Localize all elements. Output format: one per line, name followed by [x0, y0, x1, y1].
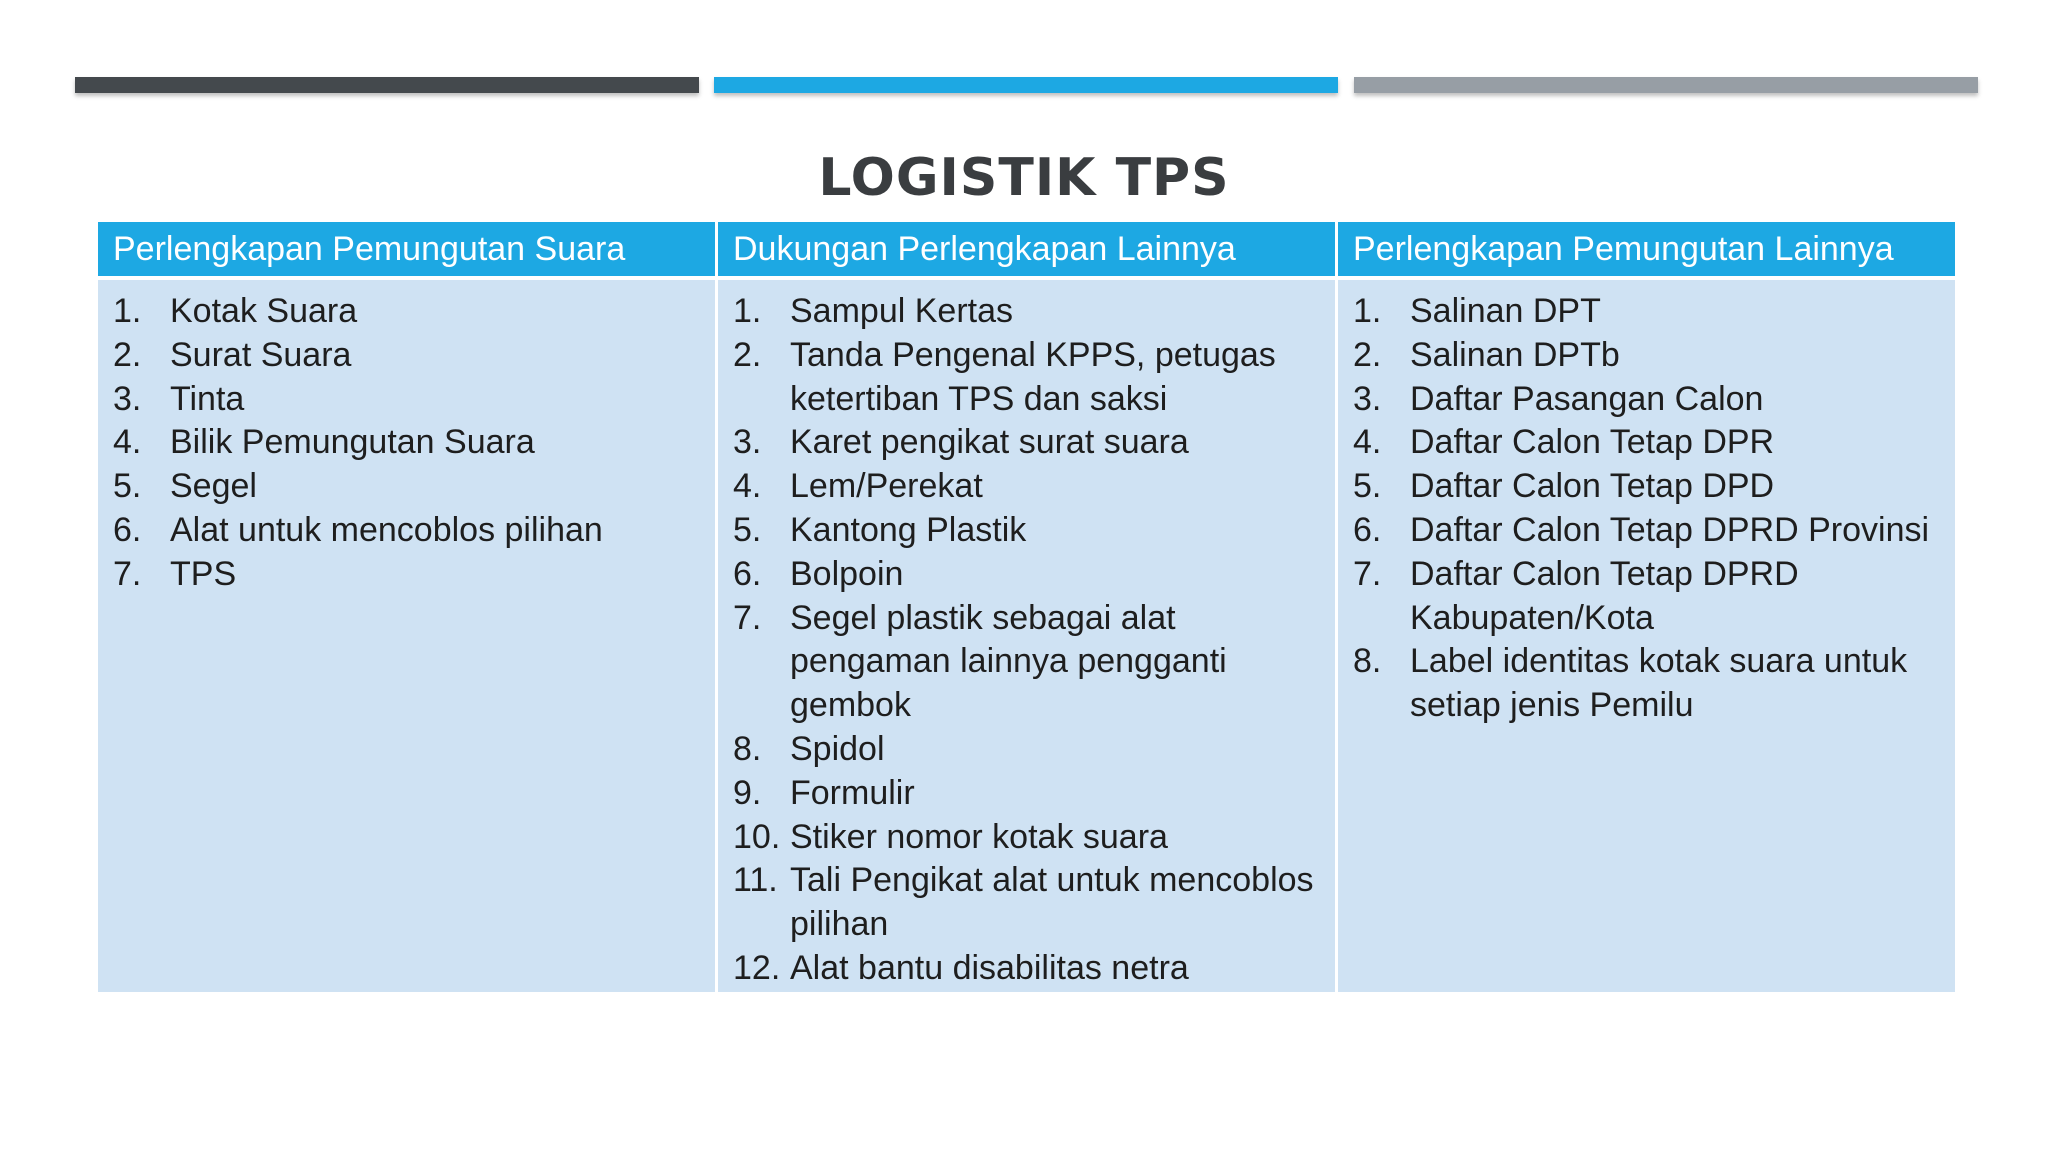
list-item-text: Spidol: [790, 729, 885, 768]
list-item-text: Label identitas kotak suara untuk setiap jenis Pemilu: [1410, 642, 1908, 725]
list-item-text: Bolpoin: [790, 554, 904, 593]
list-item-text: Tinta: [170, 379, 245, 418]
list-item: [113, 378, 703, 422]
list-item-text: Salinan DPT: [1410, 292, 1601, 330]
list-item: [113, 334, 703, 378]
list-item: [1353, 553, 1943, 641]
list-item-number: 1.: [113, 292, 142, 330]
list-item-number: 2.: [113, 335, 142, 374]
column-pemungutan-suara: [98, 222, 715, 992]
list-item-number: 1.: [733, 292, 762, 330]
list-item-text: Karet pengikat surat suara: [790, 423, 1189, 462]
list-item-text: Surat Suara: [170, 335, 352, 374]
list-item: [1353, 509, 1943, 553]
column-body: [1338, 280, 1955, 992]
list-item: [733, 859, 1323, 947]
list-item-text: Tanda Pengenal KPPS, petugas ketertiban TPS dan saksi: [790, 335, 1276, 418]
decor-bar-dark: [75, 77, 699, 93]
list-item-number: 1.: [1353, 292, 1382, 330]
list-item-number: 4.: [733, 467, 762, 506]
list-item-text: Alat untuk mencoblos pilihan: [170, 510, 603, 549]
list-item: [733, 597, 1323, 728]
list-item-number: 5.: [1353, 467, 1382, 506]
item-list: [1353, 290, 1943, 728]
list-item: [113, 290, 703, 334]
list-item-number: 2.: [1353, 335, 1382, 374]
list-item-text: Daftar Calon Tetap DPRD Provinsi: [1410, 510, 1930, 549]
list-item-number: 6.: [733, 554, 762, 593]
list-item-text: Bilik Pemungutan Suara: [170, 423, 535, 462]
list-item-number: 9.: [733, 773, 762, 812]
list-item-number: 7.: [113, 554, 142, 593]
list-item: [733, 947, 1323, 991]
list-item-number: 11.: [733, 861, 778, 900]
list-item-text: Kotak Suara: [170, 292, 358, 330]
list-item: [733, 421, 1323, 465]
list-item-number: 4.: [1353, 423, 1382, 462]
list-item-number: 7.: [1353, 554, 1382, 593]
list-item: [733, 509, 1323, 553]
list-item: [113, 553, 703, 597]
list-item-number: 3.: [113, 379, 142, 418]
list-item-text: Stiker nomor kotak suara: [790, 817, 1168, 856]
list-item: [1353, 290, 1943, 334]
list-item: [733, 290, 1323, 334]
list-item-number: 2.: [733, 335, 762, 374]
page-title: LOGISTIK TPS: [818, 148, 1230, 208]
list-item-text: Tali Pengikat alat untuk mencoblos pilihan: [790, 861, 1314, 944]
list-item-text: Daftar Calon Tetap DPRD Kabupaten/Kota: [1410, 554, 1799, 637]
list-item: [113, 465, 703, 509]
list-item-text: Lem/Perekat: [790, 467, 983, 506]
column-header: Perlengkapan Pemungutan Lainnya: [1338, 222, 1955, 280]
column-dukungan-perlengkapan: [715, 222, 1335, 992]
list-item: [1353, 334, 1943, 378]
list-item-number: 4.: [113, 423, 142, 462]
list-item-number: 6.: [113, 510, 142, 549]
list-item-text: Salinan DPTb: [1410, 335, 1620, 374]
column-header: Dukungan Perlengkapan Lainnya: [718, 222, 1335, 280]
logistics-table: [98, 222, 1955, 992]
list-item: [1353, 421, 1943, 465]
list-item-text: Daftar Calon Tetap DPR: [1410, 423, 1775, 462]
list-item: [1353, 640, 1943, 728]
list-item-text: Alat bantu disabilitas netra: [790, 948, 1189, 987]
column-pemungutan-lainnya: [1335, 222, 1955, 992]
list-item-text: TPS: [170, 554, 237, 593]
item-list: [733, 290, 1323, 991]
list-item-text: Daftar Pasangan Calon: [1410, 379, 1764, 418]
list-item: [1353, 378, 1943, 422]
list-item: [733, 816, 1323, 860]
list-item: [733, 465, 1323, 509]
list-item-number: 12.: [733, 948, 781, 987]
column-body: [718, 280, 1335, 992]
decor-bar-gray: [1354, 77, 1978, 93]
list-item-text: Daftar Calon Tetap DPD: [1410, 467, 1775, 506]
list-item: [733, 334, 1323, 422]
list-item: [733, 728, 1323, 772]
list-item: [733, 772, 1323, 816]
list-item-number: 7.: [733, 598, 762, 637]
item-list: [113, 290, 703, 597]
list-item-text: Segel: [170, 467, 257, 506]
list-item-number: 8.: [1353, 642, 1382, 681]
list-item-number: 10.: [733, 817, 781, 856]
list-item-text: Segel plastik sebagai alat pengaman lainnya pengganti gembok: [790, 598, 1227, 725]
list-item-number: 3.: [1353, 379, 1382, 418]
list-item-number: 3.: [733, 423, 762, 462]
list-item: [1353, 465, 1943, 509]
list-item-text: Formulir: [790, 773, 915, 812]
list-item: [733, 553, 1323, 597]
column-header: Perlengkapan Pemungutan Suara: [98, 222, 715, 280]
list-item: [113, 421, 703, 465]
list-item-number: 8.: [733, 729, 762, 768]
list-item: [113, 509, 703, 553]
column-body: [98, 280, 715, 992]
list-item-number: 6.: [1353, 510, 1382, 549]
list-item-number: 5.: [113, 467, 142, 506]
list-item-text: Kantong Plastik: [790, 510, 1027, 549]
list-item-number: 5.: [733, 510, 762, 549]
decor-bar-blue: [714, 77, 1338, 93]
list-item-text: Sampul Kertas: [790, 292, 1013, 330]
